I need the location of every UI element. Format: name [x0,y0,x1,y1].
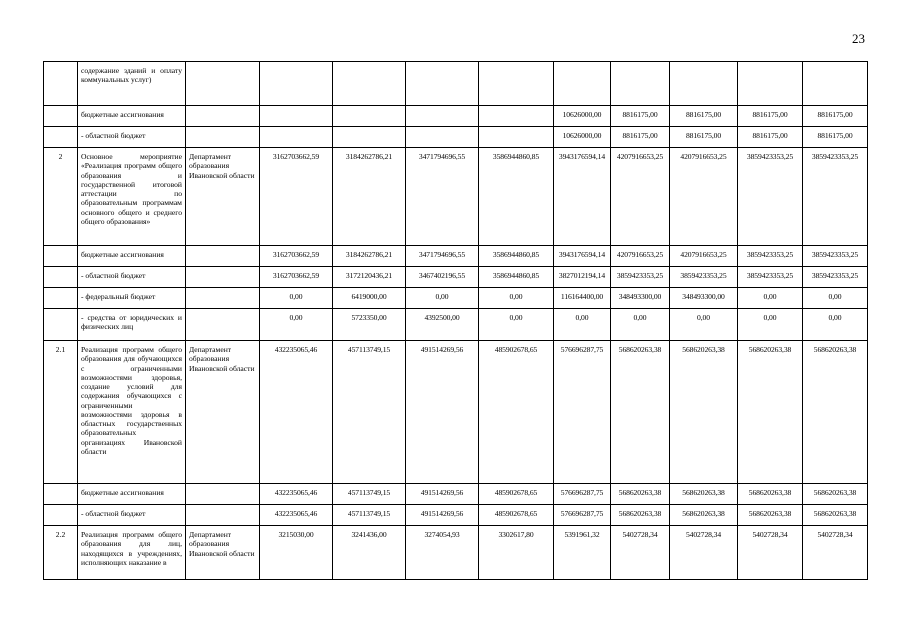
row-name: содержание зданий и оплату коммунальных услуг) [78,62,186,106]
value-cell [406,106,479,127]
value-cell: 491514269,56 [406,505,479,526]
value-cell: 3467402196,55 [406,267,479,288]
value-cell: 0,00 [554,309,611,341]
value-cell: 568620263,38 [803,505,868,526]
row-name: - областной бюджет [78,505,186,526]
value-cell [479,62,554,106]
value-cell: 485902678,65 [479,505,554,526]
value-cell: 432235065,46 [260,484,333,505]
value-cell: 8816175,00 [670,127,738,148]
row-executor [186,505,260,526]
value-cell: 568620263,38 [738,341,803,484]
value-cell: 5723350,00 [333,309,406,341]
row-executor [186,127,260,148]
value-cell: 491514269,56 [406,484,479,505]
row-executor [186,106,260,127]
value-cell: 4207916653,25 [611,148,670,246]
row-name: - федеральный бюджет [78,288,186,309]
value-cell: 5391961,32 [554,526,611,580]
value-cell: 5402728,34 [611,526,670,580]
value-cell: 0,00 [738,309,803,341]
value-cell [479,127,554,148]
value-cell: 3943176594,14 [554,246,611,267]
row-index [44,246,78,267]
value-cell [260,62,333,106]
row-index [44,62,78,106]
row-index [44,505,78,526]
value-cell: 3859423353,25 [670,267,738,288]
table-row [44,127,868,148]
value-cell: 8816175,00 [803,106,868,127]
row-executor: Департамент образования Ивановской области [186,341,260,484]
value-cell [670,62,738,106]
value-cell: 3172120436,21 [333,267,406,288]
value-cell: 3162703662,59 [260,246,333,267]
value-cell: 3827012194,14 [554,267,611,288]
value-cell: 0,00 [738,288,803,309]
table-row [44,309,868,341]
value-cell [406,127,479,148]
value-cell: 576696287,75 [554,505,611,526]
value-cell: 568620263,38 [611,505,670,526]
value-cell: 0,00 [479,288,554,309]
budget-table [43,61,868,580]
value-cell: 3859423353,25 [803,246,868,267]
row-executor [186,309,260,341]
value-cell: 3471794696,55 [406,246,479,267]
row-index: 2.2 [44,526,78,580]
value-cell: 3943176594,14 [554,148,611,246]
value-cell: 568620263,38 [738,484,803,505]
value-cell: 3586944860,85 [479,148,554,246]
value-cell [333,106,406,127]
value-cell: 3586944860,85 [479,267,554,288]
table-row [44,484,868,505]
row-index [44,267,78,288]
value-cell: 0,00 [670,309,738,341]
row-index: 2.1 [44,341,78,484]
value-cell: 3859423353,25 [738,267,803,288]
value-cell [406,62,479,106]
value-cell: 5402728,34 [803,526,868,580]
value-cell: 8816175,00 [738,127,803,148]
row-name: - средства от юридических и физических лиц [78,309,186,341]
value-cell: 576696287,75 [554,341,611,484]
row-executor [186,484,260,505]
value-cell: 8816175,00 [611,127,670,148]
value-cell [333,127,406,148]
value-cell: 3859423353,25 [738,246,803,267]
value-cell: 485902678,65 [479,484,554,505]
table-row [44,505,868,526]
value-cell: 0,00 [803,288,868,309]
value-cell: 6419000,00 [333,288,406,309]
value-cell: 3471794696,55 [406,148,479,246]
row-name: - областной бюджет [78,127,186,148]
row-name: Основное мероприятие «Реализация программ общего образования и государственной итоговой аттестации по образовательным программам основного общего и среднего общего образования» [78,148,186,246]
value-cell: 348493300,00 [611,288,670,309]
value-cell: 3162703662,59 [260,148,333,246]
value-cell: 568620263,38 [670,484,738,505]
value-cell: 568620263,38 [611,341,670,484]
row-index: 2 [44,148,78,246]
value-cell: 3302617,80 [479,526,554,580]
value-cell: 568620263,38 [611,484,670,505]
value-cell: 4207916653,25 [611,246,670,267]
value-cell [260,127,333,148]
value-cell: 457113749,15 [333,484,406,505]
value-cell: 8816175,00 [738,106,803,127]
table-row [44,148,868,246]
value-cell: 3859423353,25 [611,267,670,288]
value-cell: 3859423353,25 [803,148,868,246]
value-cell [333,62,406,106]
value-cell: 491514269,56 [406,341,479,484]
value-cell: 3859423353,25 [803,267,868,288]
value-cell [479,106,554,127]
value-cell: 8816175,00 [611,106,670,127]
value-cell [611,62,670,106]
row-name: бюджетные ассигнования [78,484,186,505]
value-cell: 0,00 [260,288,333,309]
value-cell: 4207916653,25 [670,148,738,246]
value-cell: 485902678,65 [479,341,554,484]
value-cell: 457113749,15 [333,341,406,484]
table-row [44,526,868,580]
value-cell: 0,00 [260,309,333,341]
value-cell: 8816175,00 [803,127,868,148]
value-cell: 568620263,38 [670,341,738,484]
value-cell [803,62,868,106]
row-index [44,309,78,341]
row-executor [186,267,260,288]
row-index [44,127,78,148]
value-cell: 4207916653,25 [670,246,738,267]
row-name: Реализация программ общего образования для обучающихся с ограниченными возможностями здоровья, создание условий для содержания обучающихся с ограниченными возможностями здоровья в областных государственных образовательных организациях Ивановской области [78,341,186,484]
value-cell: 3586944860,85 [479,246,554,267]
table-row [44,62,868,106]
row-index [44,288,78,309]
value-cell: 3184262786,21 [333,246,406,267]
value-cell: 568620263,38 [670,505,738,526]
row-index [44,484,78,505]
table-row [44,267,868,288]
row-executor [186,288,260,309]
table-row [44,246,868,267]
row-name: Реализация программ общего образования для лиц, находящихся в учреждениях, исполняющих наказание в [78,526,186,580]
value-cell [738,62,803,106]
value-cell: 432235065,46 [260,341,333,484]
value-cell: 8816175,00 [670,106,738,127]
value-cell: 10626000,00 [554,106,611,127]
table-row [44,106,868,127]
value-cell: 0,00 [803,309,868,341]
value-cell: 10626000,00 [554,127,611,148]
row-index [44,106,78,127]
value-cell: 568620263,38 [803,484,868,505]
value-cell: 568620263,38 [803,341,868,484]
value-cell: 3215030,00 [260,526,333,580]
row-name: - областной бюджет [78,267,186,288]
row-executor [186,62,260,106]
table-row [44,341,868,484]
value-cell: 0,00 [611,309,670,341]
value-cell: 3162703662,59 [260,267,333,288]
row-executor: Департамент образования Ивановской области [186,526,260,580]
row-executor: Департамент образования Ивановской области [186,148,260,246]
table-row [44,288,868,309]
value-cell: 568620263,38 [738,505,803,526]
value-cell [260,106,333,127]
value-cell: 576696287,75 [554,484,611,505]
value-cell: 3184262786,21 [333,148,406,246]
value-cell: 3241436,00 [333,526,406,580]
value-cell: 348493300,00 [670,288,738,309]
page-number: 23 [852,31,865,46]
value-cell: 5402728,34 [670,526,738,580]
value-cell: 432235065,46 [260,505,333,526]
row-name: бюджетные ассигнования [78,106,186,127]
row-name: бюджетные ассигнования [78,246,186,267]
value-cell [554,62,611,106]
value-cell: 3274054,93 [406,526,479,580]
value-cell: 4392500,00 [406,309,479,341]
row-executor [186,246,260,267]
value-cell: 457113749,15 [333,505,406,526]
value-cell: 3859423353,25 [738,148,803,246]
value-cell: 0,00 [406,288,479,309]
value-cell: 5402728,34 [738,526,803,580]
value-cell: 0,00 [479,309,554,341]
value-cell: 116164400,00 [554,288,611,309]
